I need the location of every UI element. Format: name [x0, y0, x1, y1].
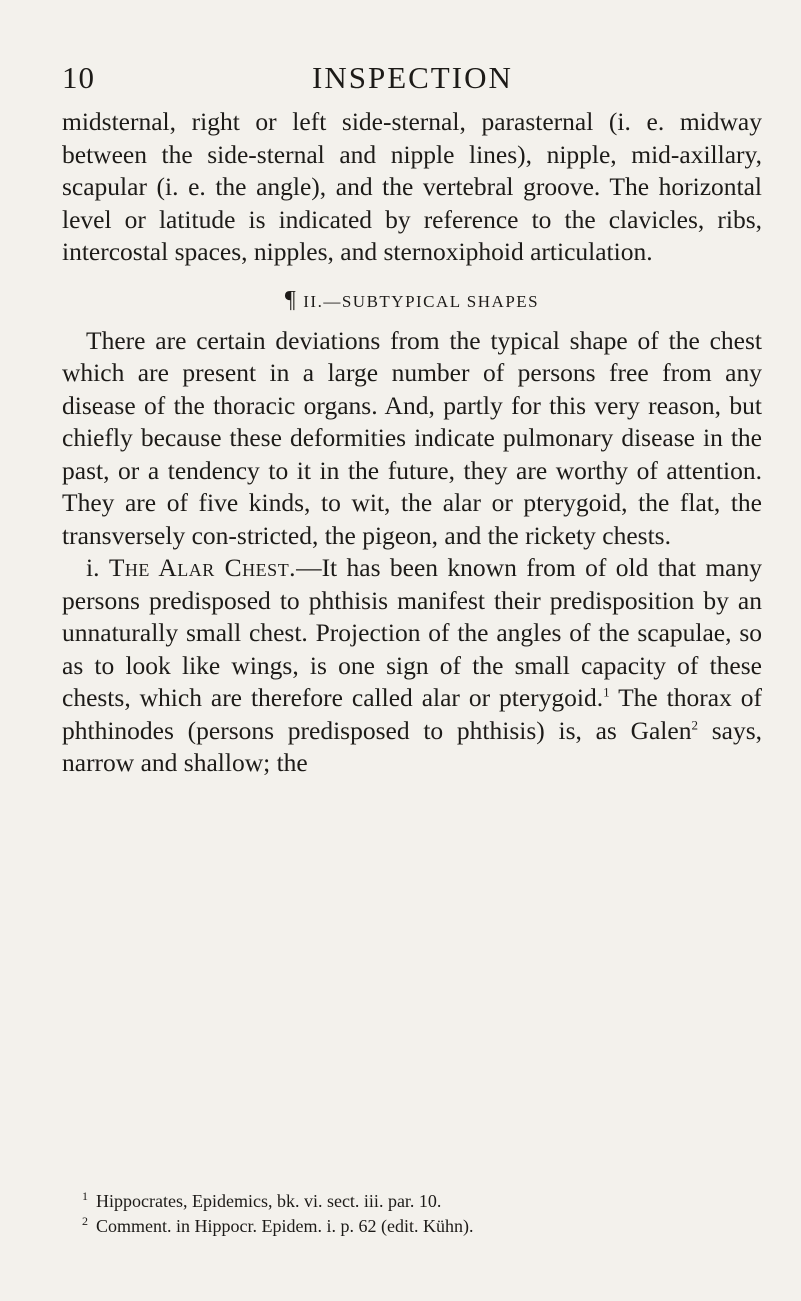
paragraph-subtypical-intro: There are certain deviations from the typical shape of the chest which are present in a large number of persons free from any disease of the thoracic organs. And, partly for this very reason, but chiefly because these deformities indicate pulmonary disease in the past, or a tendency to it in the future, they are worthy of attention. They are of five kinds, to wit, the alar or pterygoid, the flat, the transversely con-stricted, the pigeon, and the rickety chests. — [62, 325, 762, 550]
footnotes — [82, 1186, 742, 1236]
footnote-text: Comment. in Hippocr. Epidem. i. p. 62 (edit. Kühn). — [96, 1216, 474, 1236]
footnote-number: 1 — [82, 1189, 88, 1203]
pilcrow-icon: ¶ — [284, 286, 298, 313]
footnote-text: Hippocrates, Epidemics, bk. vi. sect. iii. par. 10. — [96, 1191, 442, 1211]
paragraph-alar-chest — [62, 552, 762, 780]
page-body — [62, 106, 762, 780]
section-title: II.—SUBTYPICAL SHAPES — [303, 291, 540, 311]
footnote-number: 2 — [82, 1214, 88, 1228]
footnote-1 — [82, 1186, 742, 1211]
alar-text-b: The thorax of phthinodes (persons predisposed to phthisis) is, as Galen — [62, 683, 762, 745]
item-number: i. — [86, 553, 109, 582]
alar-text-c: says, narrow and shallow; the — [62, 715, 762, 777]
footnote-ref-2: 2 — [691, 717, 698, 732]
page-number: 10 — [62, 60, 95, 95]
alar-chest-title: The Alar Chest. — [108, 553, 297, 582]
footnote-2 — [82, 1211, 742, 1236]
alar-text-a: —It has been known from of old that many persons predisposed to phthisis manifest their predisposition by an unnaturally small chest. Projection of the angles of the scapulae, so as to look like wings, is one sign of the small capacity of these chests, which are therefore called alar or pterygoid. — [62, 553, 762, 712]
running-head: INSPECTION — [312, 60, 513, 95]
paragraph-continued: midsternal, right or left side-sternal, parasternal (i. e. midway between the side-sternal and nipple lines), nipple, mid-axillary, scapular (i. e. the angle), and the vertebral groove. The horizontal level or latitude is indicated by reference to the clavicles, ribs, intercostal spaces, nipples, and sternoxiphoid articulation. — [62, 107, 762, 266]
page-header — [62, 60, 762, 100]
section-heading — [62, 285, 762, 317]
footnote-ref-1: 1 — [603, 684, 610, 700]
